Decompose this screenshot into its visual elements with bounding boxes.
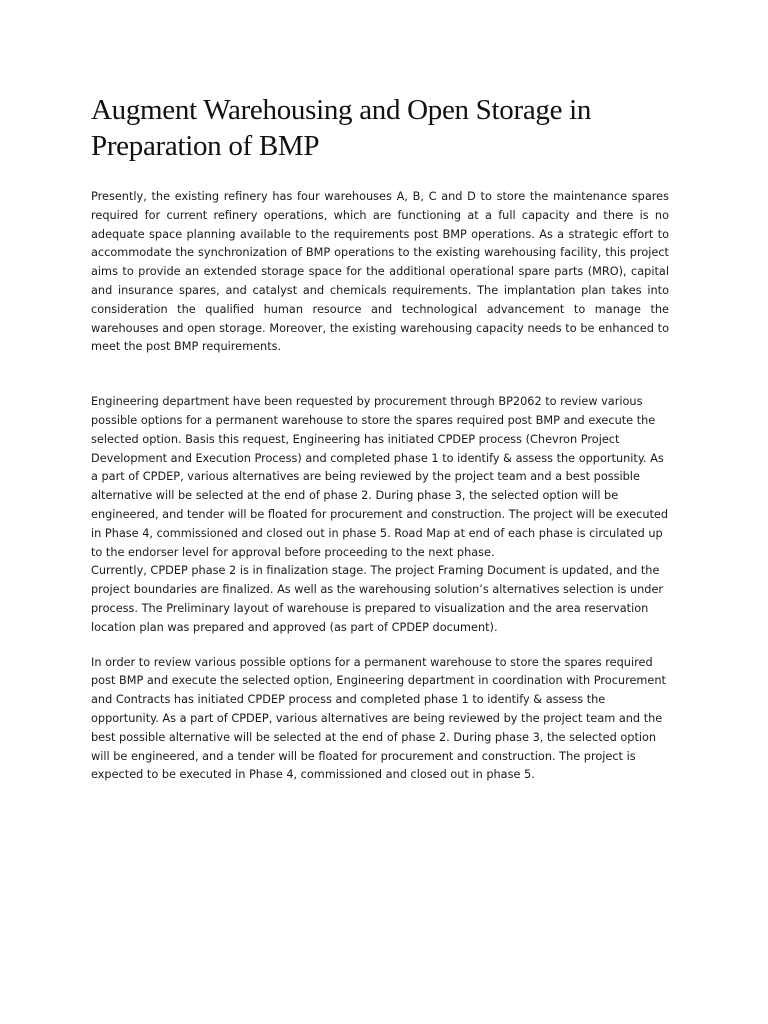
paragraph-current-status: Currently, CPDEP phase 2 is in finalization stage. The project Framing Document is updated, and the project boundaries are finalized. As well as the warehousing solution’s alternatives selection is under process. The Preliminary layout of warehouse is prepared to visualization and the area reservation location plan was prepared and approved (as part of CPDEP document). — [91, 564, 664, 634]
document-page — [91, 92, 669, 785]
paragraph-intro: Presently, the existing refinery has four warehouses A, B, C and D to store the maintenance spares required for current refinery operations, which are functioning at a full capacity and there is no adequate space planning available to the requirements post BMP operations. As a strategic effort to accommodate the synchronization of BMP operations to the existing warehousing facility, this project aims to provide an extended storage space for the additional operational spare parts (MRO), capital and insurance spares, and catalyst and chemicals requirements. The implantation plan takes into consideration the qualified human resource and technological advancement to manage the warehouses and open storage. Moreover, the existing warehousing capacity needs to be enhanced to meet the post BMP requirements. — [91, 190, 669, 354]
paragraph-cpdep-process: In order to review various possible options for a permanent warehouse to store the spares required post BMP and execute the selected option, Engineering department in coordination with Procurement and Contracts has initiated CPDEP process and completed phase 1 to identify & assess the opportunity. As a part of CPDEP, various alternatives are being reviewed by the project team and the best possible alternative will be selected at the end of phase 2. During phase 3, the selected option will be engineered, and a tender will be floated for procurement and construction. The project is expected to be executed in Phase 4, commissioned and closed out in phase 5. — [91, 655, 666, 782]
paragraph-engineering-request: Engineering department have been requested by procurement through BP2062 to review various possible options for a permanent warehouse to store the spares required post BMP and execute the selected option. Basis this request, Engineering has initiated CPDEP process (Chevron Project Development and Execution Process) and completed phase 1 to identify & assess the opportunity. As a part of CPDEP, various alternatives are being reviewed by the project team and a best possible alternative will be selected at the end of phase 2. During phase 3, the selected option will be engineered, and tender will be floated for procurement and construction. The project will be executed in Phase 4, commissioned and closed out in phase 5. Road Map at end of each phase is circulated up to the endorser level for approval before proceeding to the next phase. — [91, 395, 669, 559]
document-title: Augment Warehousing and Open Storage in Preparation of BMP — [91, 94, 592, 162]
